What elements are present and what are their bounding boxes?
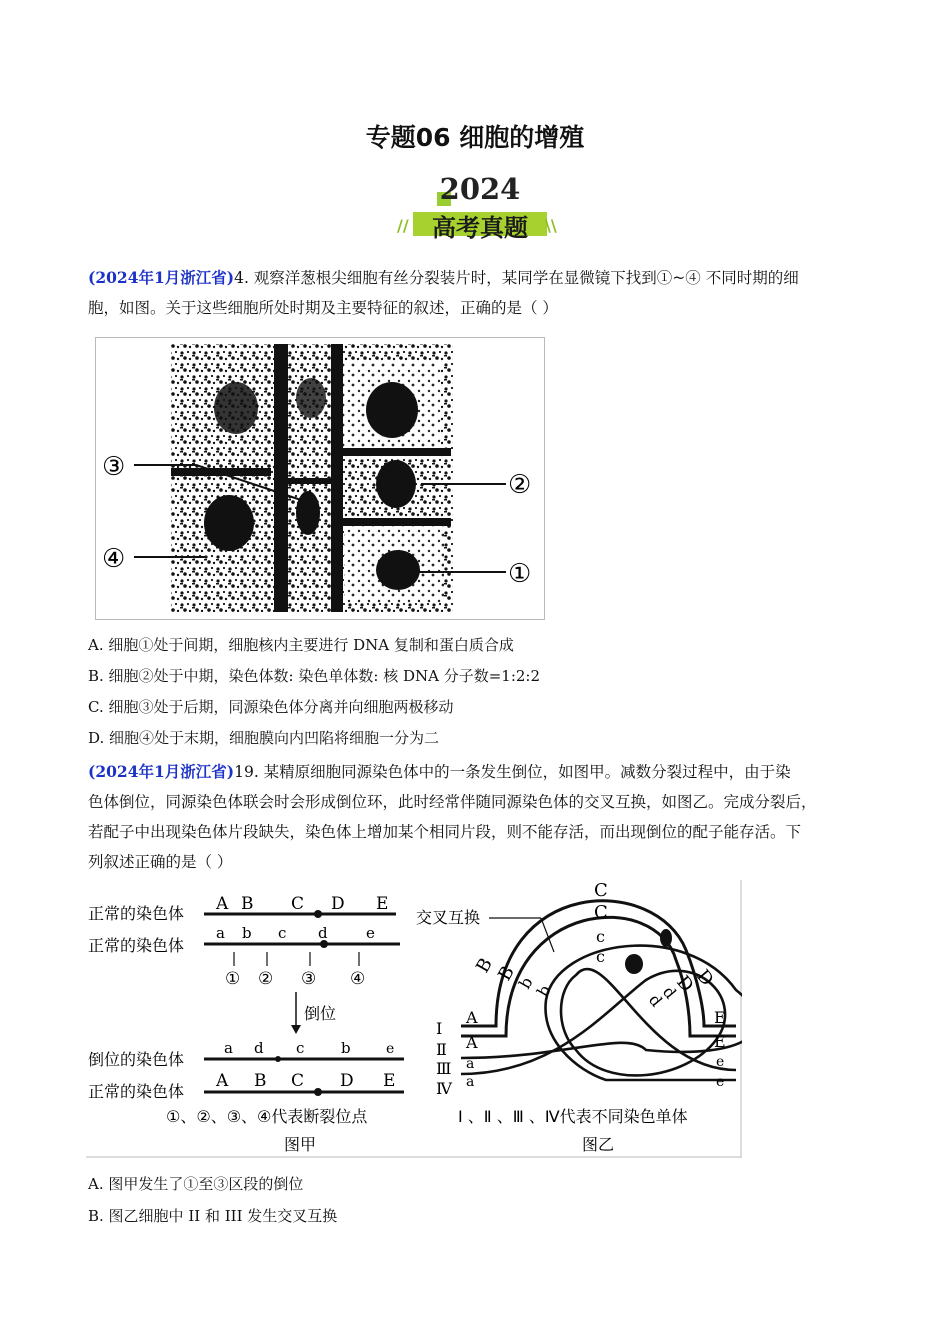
chromosome-figure — [86, 880, 742, 1158]
q19-stem-1: 19. 某精原细胞同源染色体中的一条发生倒位，如图甲。减数分裂过程中，由于染 — [234, 763, 791, 781]
figB-left-3: a — [466, 1074, 475, 1090]
figB-right-2: e — [716, 1054, 725, 1070]
figB-caption: Ⅰ 、Ⅱ 、Ⅲ 、Ⅳ代表不同染色单体 — [458, 1107, 688, 1126]
figA-r1-g0: A — [216, 894, 229, 914]
figA-r1-g3: D — [331, 894, 345, 914]
figA-caption: ①、②、③、④代表断裂位点 — [166, 1107, 368, 1126]
figA-bp-2: ② — [258, 969, 274, 989]
figA-r1-g4: E — [376, 894, 389, 914]
figB-b-3: b — [533, 981, 555, 1000]
micrograph-svg — [96, 338, 544, 619]
figA-row1-label: 正常的染色体 — [88, 904, 185, 923]
figA-arrow-label: 倒位 — [304, 1004, 337, 1023]
figA-r3-g3: b — [341, 1039, 351, 1057]
figB-right-0: E — [714, 1008, 726, 1027]
figB-left-1: A — [466, 1033, 478, 1052]
figB-b-2: b — [515, 973, 537, 992]
figA-r2-g4: e — [366, 924, 375, 942]
figA-r4-g0: A — [216, 1071, 229, 1091]
figB-d-3: d — [644, 990, 667, 1011]
badge-slash-right: \\ — [545, 216, 557, 235]
figB-b-0: B — [472, 954, 497, 977]
q19-line4: 列叙述正确的是（ ） — [88, 853, 233, 871]
page-title: 专题06 细胞的增殖 — [365, 123, 585, 152]
label-2: ② — [508, 470, 532, 500]
figA-r3-g2: c — [296, 1039, 305, 1057]
q4-option-a: A. 细胞①处于间期，细胞核内主要进行 DNA 复制和蛋白质合成 — [88, 636, 514, 654]
figA-r3-g0: a — [224, 1039, 233, 1057]
q4-option-b: B. 细胞②处于中期，染色体数: 染色单体数: 核 DNA 分子数=1:2:2 — [88, 667, 541, 685]
question-4-text — [88, 263, 878, 323]
figA-bp-1: ① — [225, 969, 241, 989]
badge-year: 2024 — [439, 172, 521, 206]
figB-c-0: C — [594, 880, 608, 901]
figA-r4-g2: C — [291, 1071, 305, 1091]
figB-strand-2: Ⅱ — [436, 1040, 447, 1059]
figA-row3-label: 倒位的染色体 — [88, 1050, 185, 1069]
figA-r2-g2: c — [278, 924, 287, 942]
figA-bp-3: ③ — [301, 969, 317, 989]
figB-left-2: a — [466, 1056, 475, 1072]
section-badge — [395, 172, 565, 248]
figA-r2-g3: d — [318, 924, 328, 942]
figA-r2-g0: a — [216, 924, 225, 942]
label-3: ③ — [102, 452, 126, 482]
figB-c-3: c — [596, 947, 605, 966]
figB-left-0: A — [466, 1008, 478, 1027]
figB-right-3: e — [716, 1074, 725, 1090]
q19-line2: 色体倒位，同源染色体联会时会形成倒位环，此时经常伴随同源染色体的交叉互换，如图乙。完成分裂后， — [88, 793, 817, 811]
figA-r4-g1: B — [254, 1071, 267, 1091]
label-4: ④ — [102, 544, 126, 574]
figB-d-2: d — [658, 982, 681, 1003]
figA-r2-g1: b — [242, 924, 252, 942]
q4-line1 — [88, 263, 878, 293]
figA-r3-g4: e — [386, 1041, 395, 1057]
q19-line1 — [88, 757, 878, 787]
q4-option-c: C. 细胞③处于后期，同源染色体分离并向细胞两极移动 — [88, 698, 454, 716]
figA-r3-g1: d — [254, 1039, 264, 1057]
q19-source: (2024年1月浙江省) — [88, 762, 235, 781]
q4-option-d: D. 细胞④处于末期，细胞膜向内凹陷将细胞一分为二 — [88, 729, 440, 747]
badge-label: 高考真题 — [432, 214, 528, 242]
figB-strand-3: Ⅲ — [436, 1059, 452, 1078]
figA-row2-label: 正常的染色体 — [88, 936, 185, 955]
q4-line2: 胞，如图。关于这些细胞所处时期及主要特征的叙述，正确的是（ ） — [88, 299, 558, 317]
q19-line3: 若配子中出现染色体片段缺失，染色体上增加某个相同片段，则不能存活，而出现倒位的配子能存活。下 — [88, 823, 802, 841]
figB-right-1: E — [714, 1032, 726, 1051]
figA-bp-4: ④ — [350, 969, 366, 989]
q19-option-a: A. 图甲发生了①至③区段的倒位 — [88, 1175, 304, 1193]
figA-row4-label: 正常的染色体 — [88, 1082, 185, 1101]
figA-r1-g1: B — [241, 894, 254, 914]
question-19-text — [88, 757, 878, 877]
q4-stem-1: 4. 观察洋葱根尖细胞有丝分裂装片时，某同学在显微镜下找到①~④ 不同时期的细 — [234, 269, 799, 287]
figB-name: 图乙 — [582, 1135, 615, 1154]
figA-name: 图甲 — [284, 1135, 317, 1154]
figB-d-0: D — [692, 965, 718, 991]
figB-strand-4: Ⅳ — [436, 1079, 452, 1098]
figB-cross-label: 交叉互换 — [416, 908, 481, 927]
figB-d-1: D — [672, 971, 698, 997]
label-1: ① — [508, 559, 532, 589]
figB-strand-1: Ⅰ — [436, 1019, 443, 1038]
figA-r4-g4: E — [383, 1071, 396, 1091]
q19-option-b: B. 图乙细胞中 II 和 III 发生交叉互换 — [88, 1207, 338, 1225]
badge-slash-left: // — [397, 216, 409, 235]
figB-c-2: c — [596, 927, 605, 946]
figA-r1-g2: C — [291, 894, 305, 914]
q4-source: (2024年1月浙江省) — [88, 268, 235, 287]
figB-b-1: B — [494, 962, 519, 985]
figA-r4-g3: D — [340, 1071, 354, 1091]
figB-c-1: C — [594, 902, 608, 923]
chromosome-svg — [86, 880, 742, 1158]
micrograph-figure — [95, 337, 545, 620]
